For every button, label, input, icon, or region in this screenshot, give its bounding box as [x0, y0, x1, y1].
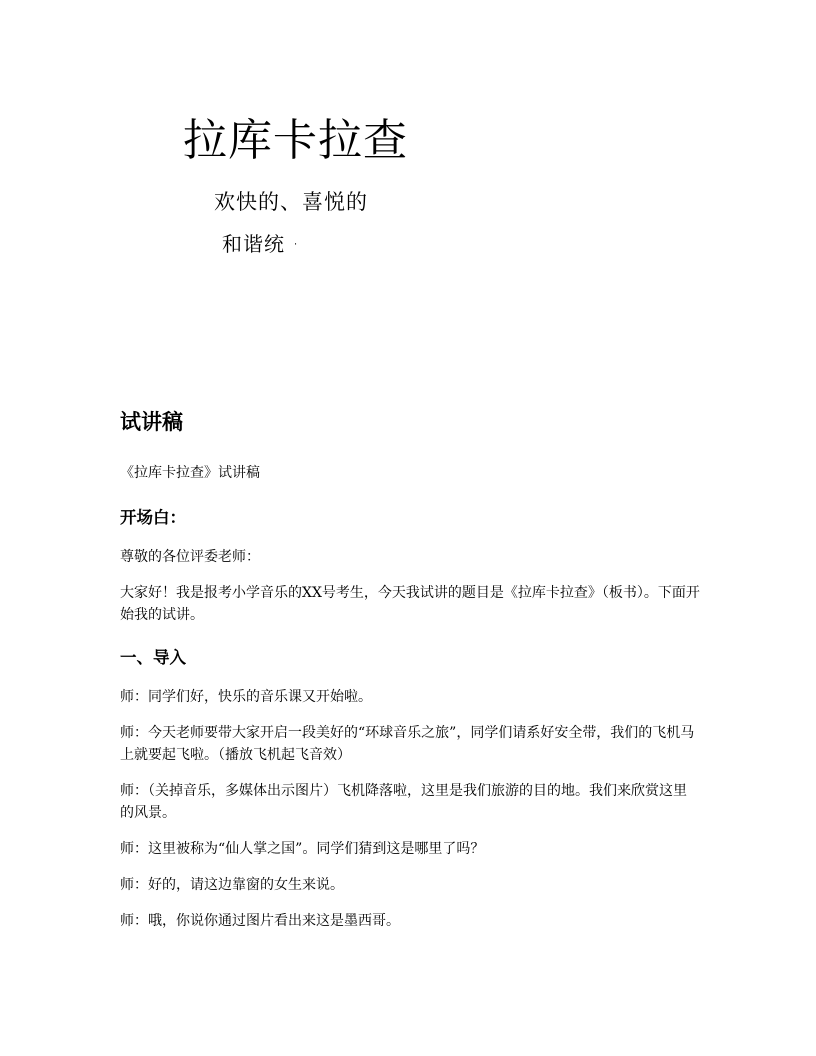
paragraph: 师：今天老师要带大家开启一段美好的“环球音乐之旅”，同学们请系好安全带，我们的飞机马上就要起飞啦。（播放飞机起飞音效）	[120, 725, 695, 763]
paragraph: 师：这里被称为“仙人掌之国”。同学们猜到这是哪里了吗？	[120, 841, 485, 857]
paragraph: 尊敬的各位评委老师：	[120, 549, 260, 565]
cover-title: 拉库卡拉查	[183, 115, 408, 166]
document-heading: 试讲稿	[120, 410, 183, 434]
cover-subtitle-line-1: 欢快的、喜悦的	[214, 190, 368, 214]
section-introduction	[120, 644, 700, 932]
section-opening	[120, 504, 700, 626]
document-body	[120, 406, 700, 946]
paragraph: 师：哦，你说你通过图片看出来这是墨西哥。	[120, 913, 400, 929]
paragraph: 大家好！我是报考小学音乐的XX号考生，今天我试讲的题目是《拉库卡拉查》（板书）。下面开始我的试讲。	[120, 585, 700, 623]
document-subtitle: 《拉库卡拉查》试讲稿	[120, 465, 260, 481]
paragraph: 师：好的，请这边靠窗的女生来说。	[120, 877, 344, 893]
paragraph: 师：同学们好，快乐的音乐课又开始啦。	[120, 689, 372, 705]
section-heading: 一、导入	[120, 648, 186, 667]
section-heading: 开场白：	[120, 508, 186, 527]
cover-subtitle-line-2: 和谐统 ·	[222, 232, 300, 256]
paragraph: 师：（关掉音乐，多媒体出示图片）飞机降落啦，这里是我们旅游的目的地。我们来欣赏这里的风景。	[120, 783, 687, 821]
